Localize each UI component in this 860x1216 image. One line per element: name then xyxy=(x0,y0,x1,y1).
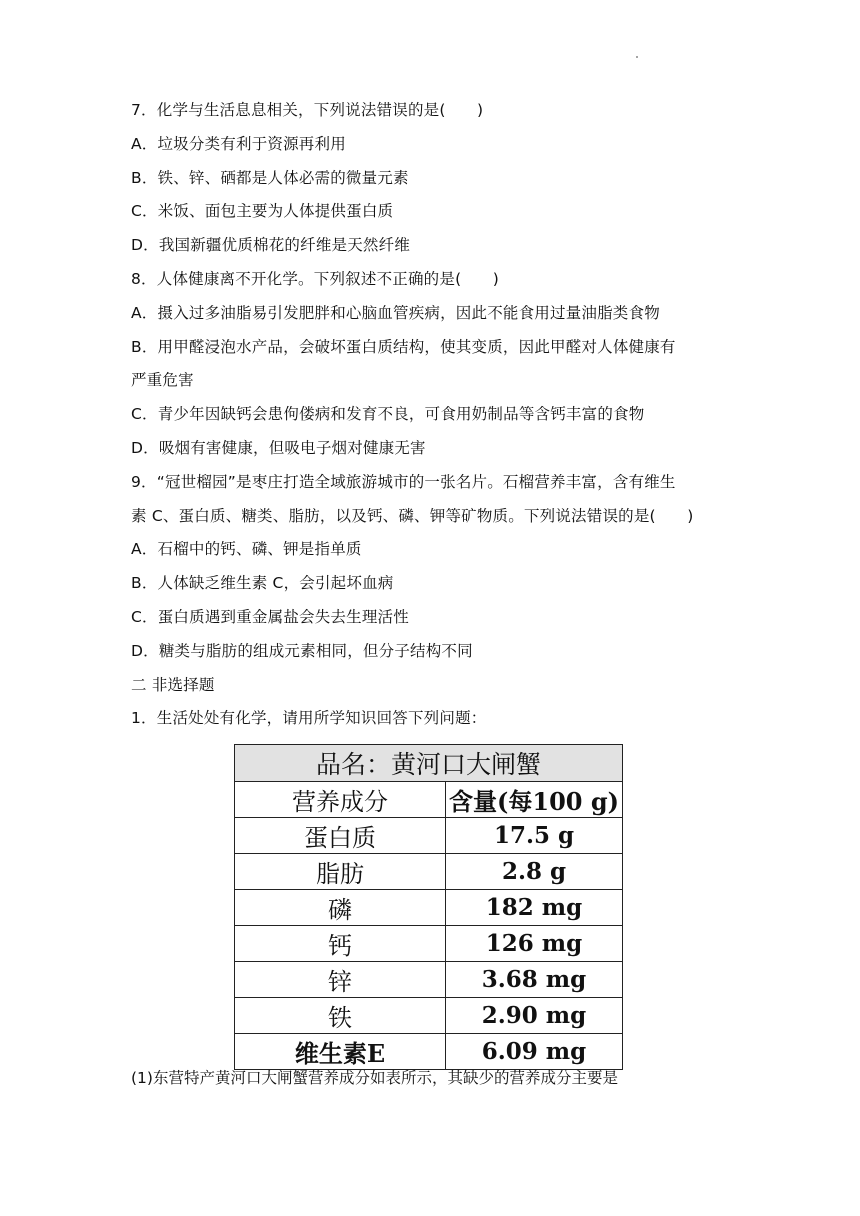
nutrient-value: 2.8 g xyxy=(446,854,623,890)
nutrient-name: 维生素E xyxy=(235,1034,446,1070)
table-title: 品名：黄河口大闸蟹 xyxy=(235,745,623,782)
nutrition-table xyxy=(234,744,623,1070)
table-title-row xyxy=(235,745,623,782)
page-mark xyxy=(636,56,638,58)
q9-option-b: B．人体缺乏维生素 C，会引起坏血病 xyxy=(131,574,394,593)
q7-stem: 7．化学与生活息息相关，下列说法错误的是( ) xyxy=(131,101,484,119)
q1-stem: 1．生活处处有化学，请用所学知识回答下列问题： xyxy=(131,709,487,728)
q9-option-d: D．糖类与脂肪的组成元素相同，但分子结构不同 xyxy=(131,641,473,660)
table-row xyxy=(235,818,623,854)
q7-option-c: C．米饭、面包主要为人体提供蛋白质 xyxy=(131,202,394,221)
q8-option-c: C．青少年因缺钙会患佝偻病和发育不良，可食用奶制品等含钙丰富的食物 xyxy=(131,405,645,424)
table-row xyxy=(235,854,623,890)
table-row xyxy=(235,998,623,1034)
q8-option-b: B．用甲醛浸泡水产品，会破坏蛋白质结构，使其变质，因此甲醛对人体健康有 xyxy=(131,337,676,356)
header-content: 含量(每100 g) xyxy=(446,782,623,818)
table-header-row xyxy=(235,782,623,818)
nutrient-value: 182 mg xyxy=(446,890,623,926)
header-nutrient: 营养成分 xyxy=(235,782,446,818)
table-row xyxy=(235,1034,623,1070)
nutrient-name: 铁 xyxy=(235,998,446,1034)
nutrient-value: 6.09 mg xyxy=(446,1034,623,1070)
q9-option-a: A．石榴中的钙、磷、钾是指单质 xyxy=(131,540,362,559)
q7-option-b: B．铁、锌、硒都是人体必需的微量元素 xyxy=(131,168,409,187)
q1-sub1: (1)东营特产黄河口大闸蟹营养成分如表所示，其缺少的营养成分主要是 xyxy=(131,1069,618,1087)
question-text xyxy=(131,100,751,742)
nutrient-value: 3.68 mg xyxy=(446,962,623,998)
nutrient-value: 17.5 g xyxy=(446,818,623,854)
nutrient-name: 磷 xyxy=(235,890,446,926)
table-row xyxy=(235,890,623,926)
q8-option-b-cont: 严重危害 xyxy=(131,371,194,390)
q8-option-a: A．摄入过多油脂易引发肥胖和心脑血管疾病，因此不能食用过量油脂类食物 xyxy=(131,303,660,322)
q7-option-a: A．垃圾分类有利于资源再利用 xyxy=(131,134,346,153)
q8-stem: 8．人体健康离不开化学。下列叙述不正确的是( ) xyxy=(131,269,499,288)
q8-option-d: D．吸烟有害健康，但吸电子烟对健康无害 xyxy=(131,438,426,457)
nutrient-name: 脂肪 xyxy=(235,854,446,890)
nutrient-name: 蛋白质 xyxy=(235,818,446,854)
nutrient-name: 锌 xyxy=(235,962,446,998)
nutrient-value: 2.90 mg xyxy=(446,998,623,1034)
q7-option-d: D．我国新疆优质棉花的纤维是天然纤维 xyxy=(131,236,411,255)
q9-option-c: C．蛋白质遇到重金属盐会失去生理活性 xyxy=(131,607,409,626)
nutrient-value: 126 mg xyxy=(446,926,623,962)
q9-stem-cont: 素 C、蛋白质、糖类、脂肪，以及钙、磷、钾等矿物质。下列说法错误的是( ) xyxy=(131,506,694,525)
nutrient-name: 钙 xyxy=(235,926,446,962)
table-row xyxy=(235,926,623,962)
table-row xyxy=(235,962,623,998)
q9-stem: 9．“冠世榴园”是枣庄打造全域旅游城市的一张名片。石榴营养丰富，含有维生 xyxy=(131,472,676,491)
section-heading: 二 非选择题 xyxy=(131,675,215,694)
